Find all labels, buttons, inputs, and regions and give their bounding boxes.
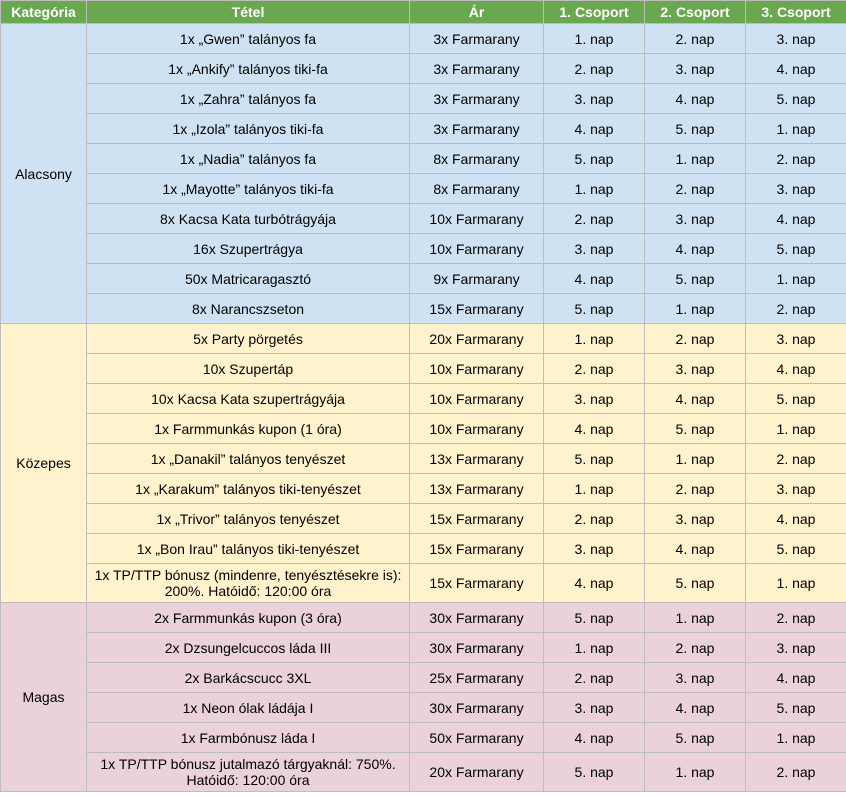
price-cell: 3x Farmarany bbox=[410, 24, 544, 54]
header-group-2: 2. Csoport bbox=[645, 1, 746, 24]
table-row bbox=[1, 144, 846, 174]
price-cell: 13x Farmarany bbox=[410, 444, 544, 474]
group-1-cell: 2. nap bbox=[544, 354, 645, 384]
group-1-cell: 4. nap bbox=[544, 114, 645, 144]
group-2-cell: 1. nap bbox=[645, 603, 746, 633]
price-cell: 10x Farmarany bbox=[410, 414, 544, 444]
group-2-cell: 2. nap bbox=[645, 474, 746, 504]
item-cell: 2x Barkácscucc 3XL bbox=[87, 663, 410, 693]
item-cell: 1x „Izola” talányos tiki-fa bbox=[87, 114, 410, 144]
table-row bbox=[1, 354, 846, 384]
table-row bbox=[1, 84, 846, 114]
group-3-cell: 3. nap bbox=[746, 174, 846, 204]
price-cell: 50x Farmarany bbox=[410, 723, 544, 753]
price-cell: 30x Farmarany bbox=[410, 633, 544, 663]
group-1-cell: 5. nap bbox=[544, 294, 645, 324]
category-cell: Közepes bbox=[1, 324, 87, 603]
table-row bbox=[1, 474, 846, 504]
header-group-1: 1. Csoport bbox=[544, 1, 645, 24]
group-3-cell: 5. nap bbox=[746, 534, 846, 564]
header-row bbox=[1, 1, 846, 24]
table-row bbox=[1, 114, 846, 144]
table-row bbox=[1, 753, 846, 792]
table-row bbox=[1, 693, 846, 723]
table-row bbox=[1, 264, 846, 294]
table-row bbox=[1, 294, 846, 324]
group-2-cell: 1. nap bbox=[645, 144, 746, 174]
group-3-cell: 1. nap bbox=[746, 723, 846, 753]
table-row bbox=[1, 384, 846, 414]
group-3-cell: 4. nap bbox=[746, 504, 846, 534]
item-cell: 1x „Gwen” talányos fa bbox=[87, 24, 410, 54]
group-1-cell: 5. nap bbox=[544, 144, 645, 174]
item-cell: 1x „Ankify” talányos tiki-fa bbox=[87, 54, 410, 84]
group-2-cell: 4. nap bbox=[645, 693, 746, 723]
table-row bbox=[1, 723, 846, 753]
group-3-cell: 1. nap bbox=[746, 414, 846, 444]
item-cell: 5x Party pörgetés bbox=[87, 324, 410, 354]
group-2-cell: 2. nap bbox=[645, 633, 746, 663]
group-3-cell: 4. nap bbox=[746, 354, 846, 384]
table-row bbox=[1, 663, 846, 693]
group-2-cell: 4. nap bbox=[645, 534, 746, 564]
group-2-cell: 4. nap bbox=[645, 234, 746, 264]
item-cell: 2x Dzsungelcuccos láda III bbox=[87, 633, 410, 663]
header-price: Ár bbox=[410, 1, 544, 24]
price-cell: 10x Farmarany bbox=[410, 354, 544, 384]
table-row bbox=[1, 174, 846, 204]
table-row bbox=[1, 54, 846, 84]
table-row bbox=[1, 444, 846, 474]
category-cell: Alacsony bbox=[1, 24, 87, 324]
group-1-cell: 1. nap bbox=[544, 633, 645, 663]
group-1-cell: 4. nap bbox=[544, 264, 645, 294]
group-3-cell: 4. nap bbox=[746, 204, 846, 234]
group-3-cell: 5. nap bbox=[746, 84, 846, 114]
table-row bbox=[1, 204, 846, 234]
group-1-cell: 5. nap bbox=[544, 753, 645, 792]
table-row bbox=[1, 633, 846, 663]
group-1-cell: 2. nap bbox=[544, 663, 645, 693]
group-3-cell: 4. nap bbox=[746, 663, 846, 693]
group-1-cell: 4. nap bbox=[544, 414, 645, 444]
group-1-cell: 1. nap bbox=[544, 174, 645, 204]
item-cell: 1x Neon ólak ládája I bbox=[87, 693, 410, 723]
group-3-cell: 3. nap bbox=[746, 633, 846, 663]
table-row bbox=[1, 504, 846, 534]
price-cell: 10x Farmarany bbox=[410, 234, 544, 264]
price-cell: 30x Farmarany bbox=[410, 693, 544, 723]
header-item: Tétel bbox=[87, 1, 410, 24]
price-cell: 9x Farmarany bbox=[410, 264, 544, 294]
price-cell: 30x Farmarany bbox=[410, 603, 544, 633]
group-3-cell: 2. nap bbox=[746, 144, 846, 174]
group-1-cell: 1. nap bbox=[544, 324, 645, 354]
group-3-cell: 2. nap bbox=[746, 603, 846, 633]
group-1-cell: 4. nap bbox=[544, 723, 645, 753]
group-1-cell: 2. nap bbox=[544, 54, 645, 84]
item-cell: 1x „Danakil” talányos tenyészet bbox=[87, 444, 410, 474]
group-1-cell: 2. nap bbox=[544, 204, 645, 234]
group-1-cell: 3. nap bbox=[544, 84, 645, 114]
price-cell: 8x Farmarany bbox=[410, 144, 544, 174]
item-cell: 1x „Bon Irau” talányos tiki-tenyészet bbox=[87, 534, 410, 564]
price-cell: 3x Farmarany bbox=[410, 114, 544, 144]
table-row bbox=[1, 534, 846, 564]
item-cell: 1x TP/TTP bónusz jutalmazó tárgyaknál: 750%. Hatóidő: 120:00 óra bbox=[87, 753, 410, 792]
table-row bbox=[1, 603, 846, 633]
group-2-cell: 5. nap bbox=[645, 723, 746, 753]
group-3-cell: 5. nap bbox=[746, 234, 846, 264]
table-row bbox=[1, 234, 846, 264]
price-cell: 10x Farmarany bbox=[410, 204, 544, 234]
price-cell: 13x Farmarany bbox=[410, 474, 544, 504]
group-3-cell: 2. nap bbox=[746, 753, 846, 792]
group-2-cell: 5. nap bbox=[645, 564, 746, 603]
price-cell: 15x Farmarany bbox=[410, 564, 544, 603]
category-group-high bbox=[1, 603, 846, 792]
price-cell: 3x Farmarany bbox=[410, 84, 544, 114]
group-1-cell: 3. nap bbox=[544, 234, 645, 264]
item-cell: 8x Kacsa Kata turbótrágyája bbox=[87, 204, 410, 234]
table-row bbox=[1, 24, 846, 54]
category-group-medium bbox=[1, 324, 846, 603]
group-2-cell: 2. nap bbox=[645, 174, 746, 204]
item-cell: 1x „Nadia” talányos fa bbox=[87, 144, 410, 174]
group-2-cell: 5. nap bbox=[645, 414, 746, 444]
group-3-cell: 1. nap bbox=[746, 114, 846, 144]
group-1-cell: 1. nap bbox=[544, 24, 645, 54]
group-3-cell: 5. nap bbox=[746, 384, 846, 414]
group-2-cell: 2. nap bbox=[645, 24, 746, 54]
header-group-3: 3. Csoport bbox=[746, 1, 846, 24]
group-2-cell: 3. nap bbox=[645, 354, 746, 384]
item-cell: 1x „Zahra” talányos fa bbox=[87, 84, 410, 114]
item-cell: 10x Szupertáp bbox=[87, 354, 410, 384]
group-3-cell: 1. nap bbox=[746, 264, 846, 294]
price-cell: 25x Farmarany bbox=[410, 663, 544, 693]
table-row bbox=[1, 564, 846, 603]
group-1-cell: 3. nap bbox=[544, 693, 645, 723]
group-3-cell: 2. nap bbox=[746, 444, 846, 474]
item-cell: 2x Farmmunkás kupon (3 óra) bbox=[87, 603, 410, 633]
group-3-cell: 3. nap bbox=[746, 474, 846, 504]
item-cell: 10x Kacsa Kata szupertrágyája bbox=[87, 384, 410, 414]
item-cell: 1x „Karakum” talányos tiki-tenyészet bbox=[87, 474, 410, 504]
group-2-cell: 5. nap bbox=[645, 264, 746, 294]
group-2-cell: 3. nap bbox=[645, 663, 746, 693]
item-cell: 8x Narancszseton bbox=[87, 294, 410, 324]
group-3-cell: 5. nap bbox=[746, 693, 846, 723]
category-group-low bbox=[1, 24, 846, 324]
group-2-cell: 1. nap bbox=[645, 444, 746, 474]
group-3-cell: 2. nap bbox=[746, 294, 846, 324]
header-category: Kategória bbox=[1, 1, 87, 24]
group-2-cell: 3. nap bbox=[645, 504, 746, 534]
group-2-cell: 1. nap bbox=[645, 753, 746, 792]
group-1-cell: 5. nap bbox=[544, 603, 645, 633]
item-cell: 50x Matricaragasztó bbox=[87, 264, 410, 294]
table-row bbox=[1, 414, 846, 444]
group-2-cell: 2. nap bbox=[645, 324, 746, 354]
group-2-cell: 4. nap bbox=[645, 384, 746, 414]
price-cell: 3x Farmarany bbox=[410, 54, 544, 84]
category-cell: Magas bbox=[1, 603, 87, 792]
group-2-cell: 3. nap bbox=[645, 54, 746, 84]
group-1-cell: 5. nap bbox=[544, 444, 645, 474]
item-cell: 1x Farmmunkás kupon (1 óra) bbox=[87, 414, 410, 444]
group-1-cell: 4. nap bbox=[544, 564, 645, 603]
group-2-cell: 1. nap bbox=[645, 294, 746, 324]
price-cell: 15x Farmarany bbox=[410, 294, 544, 324]
group-1-cell: 1. nap bbox=[544, 474, 645, 504]
group-1-cell: 3. nap bbox=[544, 534, 645, 564]
table-row bbox=[1, 324, 846, 354]
item-cell: 1x TP/TTP bónusz (mindenre, tenyésztésekre is): 200%. Hatóidő: 120:00 óra bbox=[87, 564, 410, 603]
price-cell: 20x Farmarany bbox=[410, 753, 544, 792]
item-cell: 1x Farmbónusz láda I bbox=[87, 723, 410, 753]
price-cell: 8x Farmarany bbox=[410, 174, 544, 204]
group-3-cell: 1. nap bbox=[746, 564, 846, 603]
group-2-cell: 3. nap bbox=[645, 204, 746, 234]
group-3-cell: 4. nap bbox=[746, 54, 846, 84]
price-cell: 15x Farmarany bbox=[410, 504, 544, 534]
group-3-cell: 3. nap bbox=[746, 324, 846, 354]
item-cell: 1x „Trivor” talányos tenyészet bbox=[87, 504, 410, 534]
group-2-cell: 5. nap bbox=[645, 114, 746, 144]
price-cell: 20x Farmarany bbox=[410, 324, 544, 354]
item-cell: 16x Szupertrágya bbox=[87, 234, 410, 264]
group-1-cell: 2. nap bbox=[544, 504, 645, 534]
item-cell: 1x „Mayotte” talányos tiki-fa bbox=[87, 174, 410, 204]
group-3-cell: 3. nap bbox=[746, 24, 846, 54]
price-cell: 10x Farmarany bbox=[410, 384, 544, 414]
price-cell: 15x Farmarany bbox=[410, 534, 544, 564]
group-2-cell: 4. nap bbox=[645, 84, 746, 114]
group-1-cell: 3. nap bbox=[544, 384, 645, 414]
